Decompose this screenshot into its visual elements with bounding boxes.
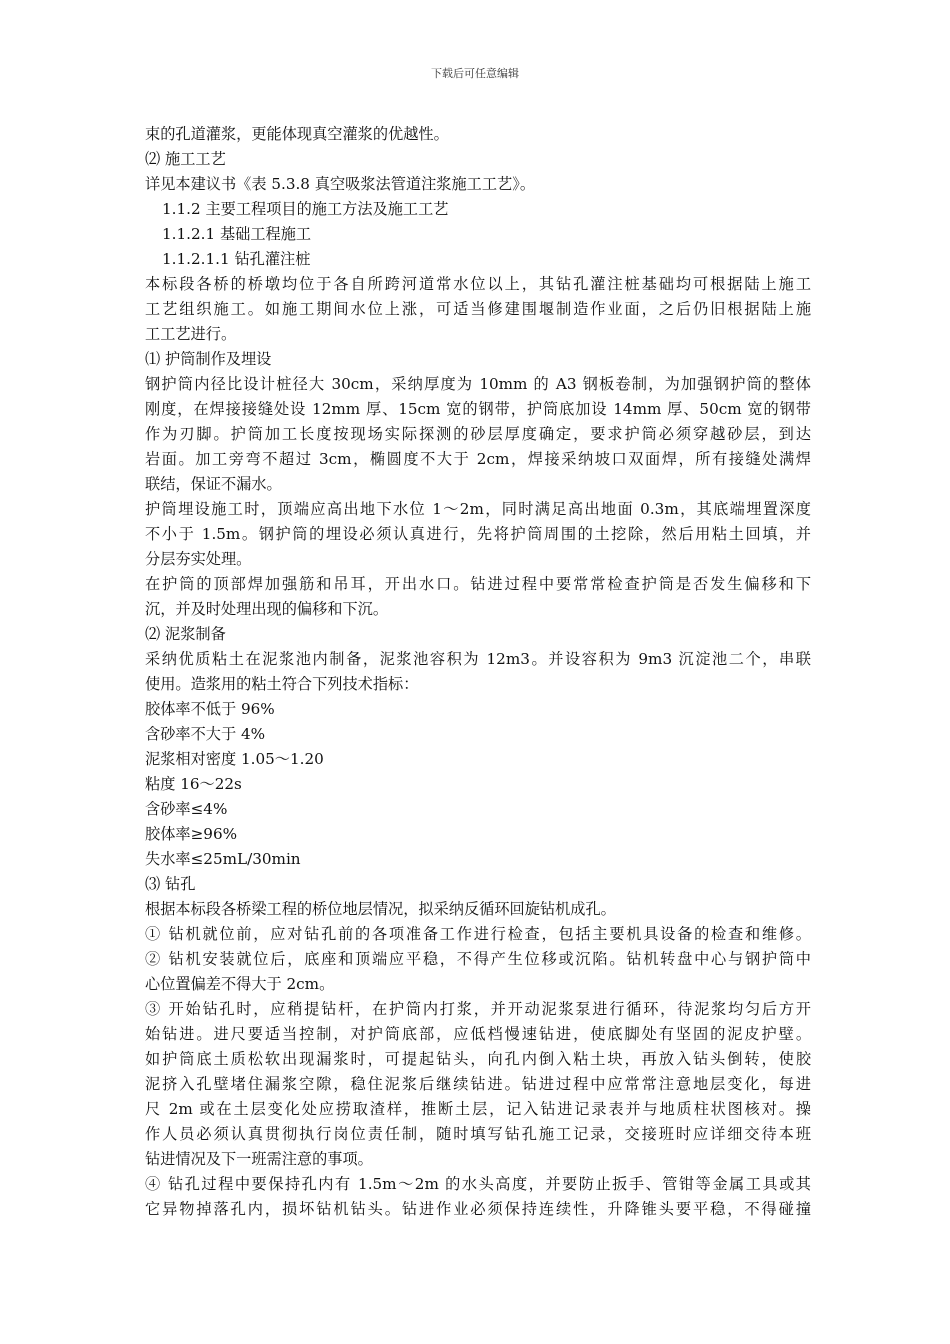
text-line: 刚度，在焊接接缝处设 12mm 厚、15cm 宽的钢带，护筒底加设 14mm 厚、50cm 宽的钢带: [145, 400, 811, 418]
text-line: 在护筒的顶部焊加强筋和吊耳，开出水口。钻进过程中要常常检查护筒是否发生偏移和下: [145, 575, 811, 593]
text-line: 根据本标段各桥梁工程的桥位地层情况，拟采纳反循环回旋钻机成孔。: [145, 900, 616, 918]
text-line: 详见本建议书《表 5.3.8 真空吸浆法管道注浆施工工艺》。: [145, 175, 536, 193]
text-line: 采纳优质粘土在泥浆池内制备，泥浆池容积为 12m3。并设容积为 9m3 沉淀池二个，串联: [145, 650, 811, 668]
text-line: ② 钻机安装就位后，底座和顶端应平稳，不得产生位移或沉陷。钻机转盘中心与钢护筒中: [145, 950, 811, 968]
text-line: 如护筒底土质松软出现漏浆时，可提起钻头，向孔内倒入粘土块，再放入钻头倒转，使胶: [145, 1050, 811, 1068]
text-line: ④ 钻孔过程中要保持孔内有 1.5m～2m 的水头高度，并要防止扳手、管钳等金属工具或其: [145, 1175, 811, 1193]
text-line: 含砂率不大于 4%: [145, 725, 266, 743]
text-line: 1.1.2.1.1 钻孔灌注桩: [162, 250, 311, 268]
text-line: 作人员必须认真贯彻执行岗位责任制，随时填写钻孔施工记录，交接班时应详细交待本班: [145, 1125, 811, 1143]
text-line: 1.1.2.1 基础工程施工: [162, 225, 312, 243]
text-line: 联结，保证不漏水。: [145, 475, 282, 493]
text-line: 作为刃脚。护筒加工长度按现场实际探测的砂层厚度确定，要求护筒必须穿越砂层，到达: [145, 425, 811, 443]
text-line: 沉，并及时处理出现的偏移和下沉。: [145, 600, 388, 618]
text-line: 工工艺进行。: [145, 325, 237, 343]
text-line: 分层夯实处理。: [145, 550, 252, 568]
text-line: ③ 开始钻孔时，应稍提钻杆，在护筒内打浆，并开动泥浆泵进行循环，待泥浆均匀后方开: [145, 1000, 811, 1018]
text-line: ⑶ 钻孔: [145, 875, 196, 893]
text-line: 粘度 16～22s: [145, 775, 242, 793]
text-line: 护筒埋设施工时，顶端应高出地下水位 1～2m，同时满足高出地面 0.3m，其底端埋置深度: [145, 500, 811, 518]
document-body: [145, 122, 811, 1222]
text-line: 胶体率≥96%: [145, 825, 238, 843]
text-line: 泥浆相对密度 1.05～1.20: [145, 750, 324, 768]
text-line: 钢护筒内径比设计桩径大 30cm，采纳厚度为 10mm 的 A3 钢板卷制，为加强钢护筒的整体: [145, 375, 811, 393]
text-line: 岩面。加工旁弯不超过 3cm，椭圆度不大于 2cm，焊接采纳坡口双面焊，所有接缝处满焊: [145, 450, 811, 468]
text-line: ① 钻机就位前，应对钻孔前的各项准备工作进行检查，包括主要机具设备的检查和维修。: [145, 925, 811, 943]
text-line: 它异物掉落孔内，损坏钻机钻头。钻进作业必须保持连续性，升降锥头要平稳，不得碰撞: [145, 1200, 811, 1218]
text-line: 本标段各桥的桥墩均位于各自所跨河道常水位以上，其钻孔灌注桩基础均可根据陆上施工: [145, 275, 811, 293]
text-line: 使用。造浆用的粘土符合下列技术指标：: [145, 675, 419, 693]
text-line: 尺 2m 或在土层变化处应捞取渣样，推断土层，记入钻进记录表并与地质柱状图核对。操: [145, 1100, 811, 1118]
text-line: 钻进情况及下一班需注意的事项。: [145, 1150, 373, 1168]
text-line: 心位置偏差不得大于 2cm。: [145, 975, 335, 993]
text-line: 含砂率≤4%: [145, 800, 228, 818]
text-line: 胶体率不低于 96%: [145, 700, 275, 718]
text-line: 泥挤入孔壁堵住漏浆空隙，稳住泥浆后继续钻进。钻进过程中应常常注意地层变化，每进: [145, 1075, 811, 1093]
text-line: ⑵ 泥浆制备: [145, 625, 226, 643]
text-line: 束的孔道灌浆，更能体现真空灌浆的优越性。: [145, 125, 449, 143]
text-line: ⑴ 护筒制作及埋设: [145, 350, 272, 368]
text-line: 不小于 1.5m。钢护筒的埋设必须认真进行，先将护筒周围的土挖除，然后用粘土回填，并: [145, 525, 811, 543]
text-line: ⑵ 施工工艺: [145, 150, 226, 168]
text-line: 失水率≤25mL/30min: [145, 850, 301, 868]
text-line: 工艺组织施工。如施工期间水位上涨，可适当修建围堰制造作业面，之后仍旧根据陆上施: [145, 300, 811, 318]
text-line: 始钻进。进尺要适当控制，对护筒底部，应低档慢速钻进，使底脚处有坚固的泥皮护壁。: [145, 1025, 811, 1043]
text-line: 1.1.2 主要工程项目的施工方法及施工工艺: [162, 200, 449, 218]
header-note: 下载后可任意编辑: [431, 67, 519, 80]
